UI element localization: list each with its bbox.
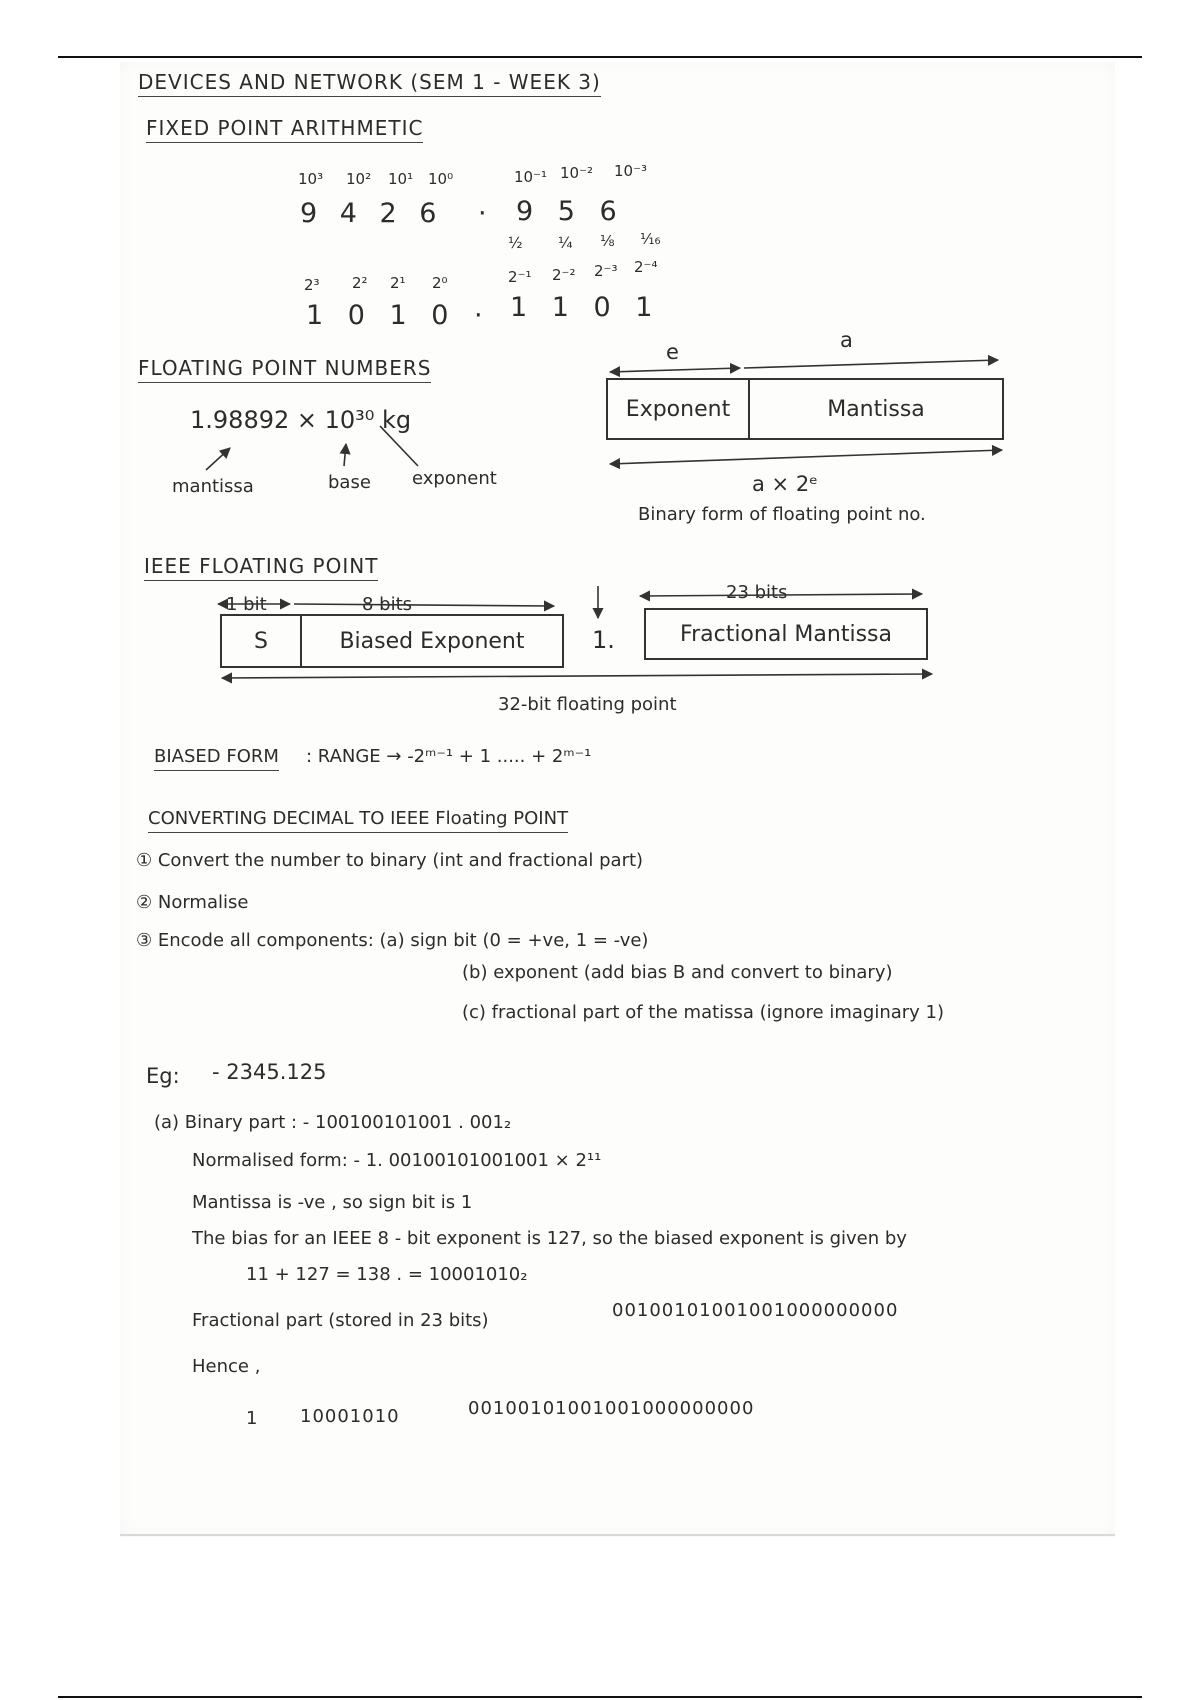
final-fraction-bits: 00100101001001000000000 (468, 1398, 755, 1419)
binary-point: · (474, 300, 485, 331)
biased-form-range: : RANGE → -2ᵐ⁻¹ + 1 ..... + 2ᵐ⁻¹ (306, 746, 592, 767)
step-3b: (b) exponent (add bias B and convert to binary) (462, 962, 893, 983)
eight-bits-label: 8 bits (362, 594, 413, 615)
a-width-label: a (840, 328, 853, 352)
twenty-three-bits-arrow (640, 594, 922, 596)
final-exponent-bits: 10001010 (300, 1406, 400, 1427)
fraction-part-line: Fractional part (stored in 23 bits) (192, 1310, 489, 1331)
floating-point-heading: FLOATING POINT NUMBERS (138, 358, 431, 383)
biased-form-label: BIASED FORM (154, 748, 279, 771)
power-label: 2¹ (390, 274, 406, 292)
binary-integer-digits: 1 0 1 0 (306, 300, 451, 331)
thirty-two-bit-arrow (222, 674, 932, 678)
step-3c: (c) fractional part of the matissa (ignore imaginary 1) (462, 1002, 945, 1023)
hence-label: Hence , (192, 1356, 261, 1377)
final-sign-bit: 1 (246, 1408, 258, 1429)
floating-point-example: 1.98892 × 10³⁰ kg (190, 406, 412, 434)
one-bit-label: 1 bit (226, 594, 267, 615)
converting-heading: CONVERTING DECIMAL TO IEEE Floating POINT (148, 810, 568, 833)
bias-calculation: 11 + 127 = 138 . = 10001010₂ (246, 1264, 528, 1285)
mantissa-label: mantissa (172, 476, 254, 497)
power-label: 2⁻² (552, 266, 576, 284)
power-label: 10⁻¹ (514, 168, 548, 186)
fraction-label: ⅛ (600, 232, 615, 250)
step-2: ② Normalise (136, 892, 249, 913)
normalised-form-line: Normalised form: - 1. 00100101001001 × 2¹¹ (192, 1150, 602, 1171)
fixed-point-heading: FIXED POINT ARITHMETIC (146, 118, 423, 143)
binary-fraction-digits: 1 1 0 1 (510, 292, 655, 323)
exponent-label: exponent (412, 468, 497, 489)
power-label: 10¹ (388, 170, 414, 188)
power-label: 2³ (304, 276, 320, 294)
biased-exponent-field: Biased Exponent (300, 616, 562, 666)
twenty-three-bits-label: 23 bits (726, 582, 788, 603)
bias-line: The bias for an IEEE 8 - bit exponent is 127, so the biased exponent is given by (192, 1228, 907, 1249)
float-formula: a × 2ᵉ (752, 472, 818, 496)
page-title: DEVICES AND NETWORK (SEM 1 - WEEK 3) (138, 72, 601, 97)
power-label: 10⁻² (560, 164, 594, 182)
power-label: 10⁰ (428, 170, 454, 188)
float-total-arrow (610, 450, 1002, 464)
fraction-label: ¹⁄₁₆ (640, 230, 661, 248)
power-label: 2⁻¹ (508, 268, 532, 286)
fractional-mantissa-field: Fractional Mantissa (680, 621, 892, 647)
implicit-leading-one: 1. (592, 626, 615, 654)
power-label: 2⁻³ (594, 262, 618, 280)
decimal-point: · (478, 198, 489, 229)
e-width-arrow (610, 368, 740, 372)
decimal-integer-digits: 9 4 2 6 (300, 198, 439, 229)
exponent-pointer (380, 426, 418, 466)
base-pointer (344, 444, 346, 466)
power-label: 10⁻³ (614, 162, 648, 180)
example-value: - 2345.125 (212, 1060, 327, 1084)
ieee-heading: IEEE FLOATING POINT (144, 556, 378, 581)
example-label: Eg: (146, 1064, 180, 1088)
mantissa-field: Mantissa (748, 380, 1002, 438)
eight-bits-arrow (294, 604, 554, 606)
fraction-label: ½ (508, 234, 523, 252)
a-width-arrow (744, 360, 998, 368)
fraction-label: ¼ (558, 234, 573, 252)
power-label: 2⁰ (432, 274, 448, 292)
fraction-bits: 00100101001001000000000 (612, 1300, 899, 1321)
mantissa-pointer (206, 448, 230, 470)
power-label: 2² (352, 274, 368, 292)
exponent-field: Exponent (625, 396, 731, 422)
e-width-label: e (666, 340, 679, 364)
ieee-caption: 32-bit floating point (498, 694, 677, 715)
power-label: 2⁻⁴ (634, 258, 658, 276)
sign-bit-line: Mantissa is -ve , so sign bit is 1 (192, 1192, 473, 1213)
step-3: ③ Encode all components: (a) sign bit (0 = +ve, 1 = -ve) (136, 930, 649, 951)
step-1: ① Convert the number to binary (int and fractional part) (136, 850, 644, 871)
power-label: 10³ (298, 170, 324, 188)
decimal-fraction-digits: 9 5 6 (516, 196, 619, 227)
base-label: base (328, 472, 371, 493)
power-label: 10² (346, 170, 372, 188)
sign-field: S (254, 628, 268, 654)
float-caption: Binary form of floating point no. (638, 504, 926, 525)
binary-part-line: (a) Binary part : - 100100101001 . 001₂ (154, 1112, 512, 1133)
